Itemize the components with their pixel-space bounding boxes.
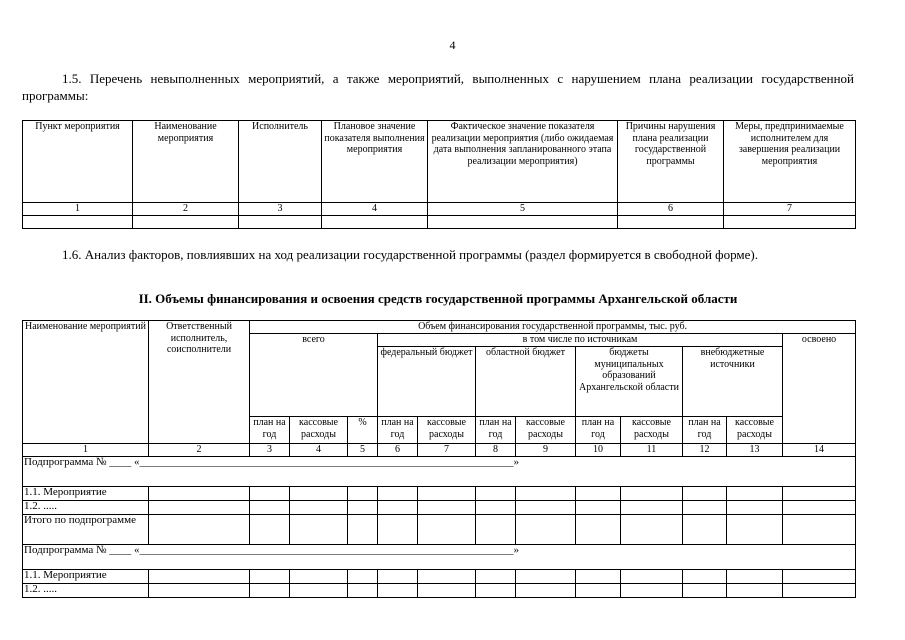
t2-header-name: Наименование мероприятий bbox=[23, 321, 149, 444]
t2-col-number: 5 bbox=[348, 444, 378, 457]
t2-header-including: в том числе по источникам bbox=[378, 334, 783, 347]
table-row bbox=[23, 569, 856, 583]
table-row bbox=[23, 514, 856, 544]
t2-header-plan: план на год bbox=[476, 417, 516, 444]
t2-col-number: 2 bbox=[149, 444, 250, 457]
subprogram-row: Подпрограмма № ____ «____________________________________________________________________» bbox=[23, 544, 856, 569]
section-1-5-text: 1.5. Перечень невыполненных мероприятий, а также мероприятий, выполненных с нарушением плана реализации государственной программы: bbox=[22, 71, 854, 103]
t1-cell bbox=[428, 215, 618, 228]
t2-header-responsible: Ответственный исполнитель, соисполнители bbox=[149, 321, 250, 444]
t2-col-number: 8 bbox=[476, 444, 516, 457]
t1-header-name: Наименование мероприятия bbox=[133, 121, 239, 203]
t1-col-number: 3 bbox=[239, 203, 322, 216]
t2-col-number: 11 bbox=[621, 444, 683, 457]
section-2-title: II. Объемы финансирования и освоения средств государственной программы Архангельской области bbox=[138, 291, 738, 306]
t2-header-mastered: освоено bbox=[783, 334, 856, 444]
t2-header-cash: кассовые расходы bbox=[516, 417, 576, 444]
t2-header-municipal: бюджеты муниципальных образований Архангельской области bbox=[576, 347, 683, 417]
t2-col-number: 3 bbox=[250, 444, 290, 457]
measure-label: 1.1. Мероприятие bbox=[23, 569, 149, 583]
measure-label: 1.2. ..... bbox=[23, 583, 149, 597]
t2-col-number: 14 bbox=[783, 444, 856, 457]
t2-header-total: всего bbox=[250, 334, 378, 417]
t2-col-number: 12 bbox=[683, 444, 727, 457]
t2-header-cash: кассовые расходы bbox=[621, 417, 683, 444]
t2-header-cash: кассовые расходы bbox=[727, 417, 783, 444]
t1-cell bbox=[239, 215, 322, 228]
section-1-6-text: 1.6. Анализ факторов, повлиявших на ход реализации государственной программы (раздел формируется в свободной форме). bbox=[62, 247, 758, 262]
t2-header-plan: план на год bbox=[378, 417, 418, 444]
t1-cell bbox=[618, 215, 724, 228]
t2-header-cash: кассовые расходы bbox=[418, 417, 476, 444]
table-row bbox=[23, 500, 856, 514]
t1-header-item: Пункт мероприятия bbox=[23, 121, 133, 203]
t2-col-number: 7 bbox=[418, 444, 476, 457]
t2-header-percent: % bbox=[348, 417, 378, 444]
t1-col-number: 1 bbox=[23, 203, 133, 216]
table-row bbox=[23, 486, 856, 500]
t2-header-cash: кассовые расходы bbox=[290, 417, 348, 444]
t2-col-number: 1 bbox=[23, 444, 149, 457]
subtotal-label: Итого по подпрограмме bbox=[23, 514, 149, 544]
t1-col-number: 4 bbox=[322, 203, 428, 216]
t2-col-number: 6 bbox=[378, 444, 418, 457]
t1-col-number: 5 bbox=[428, 203, 618, 216]
t1-col-number: 2 bbox=[133, 203, 239, 216]
t1-header-planned: Плановое значение показателя выполнения мероприятия bbox=[322, 121, 428, 203]
t1-header-executor: Исполнитель bbox=[239, 121, 322, 203]
t1-header-measures: Меры, предпринимаемые исполнителем для завершения реализации мероприятия bbox=[724, 121, 856, 203]
t2-header-plan: план на год bbox=[576, 417, 621, 444]
t2-col-number: 10 bbox=[576, 444, 621, 457]
t1-cell bbox=[322, 215, 428, 228]
measure-label: 1.2. ..... bbox=[23, 500, 149, 514]
t1-cell bbox=[724, 215, 856, 228]
t2-header-federal: федеральный бюджет bbox=[378, 347, 476, 417]
t2-col-number: 9 bbox=[516, 444, 576, 457]
t2-header-plan: план на год bbox=[683, 417, 727, 444]
t2-col-number: 4 bbox=[290, 444, 348, 457]
t2-header-volume: Объем финансирования государственной программы, тыс. руб. bbox=[250, 321, 856, 334]
measure-label: 1.1. Мероприятие bbox=[23, 486, 149, 500]
financing-table bbox=[22, 320, 856, 598]
t2-header-extrabudget: внебюджетные источники bbox=[683, 347, 783, 417]
table-row bbox=[23, 583, 856, 597]
t1-col-number: 6 bbox=[618, 203, 724, 216]
t1-cell bbox=[23, 215, 133, 228]
t2-header-plan: план на год bbox=[250, 417, 290, 444]
t1-header-actual: Фактическое значение показателя реализации мероприятия (либо ожидаемая дата выполнения запланированного этапа реализации мероприятия) bbox=[428, 121, 618, 203]
t1-header-reasons: Причины нарушения плана реализации государственной программы bbox=[618, 121, 724, 203]
t2-col-number: 13 bbox=[727, 444, 783, 457]
t1-col-number: 7 bbox=[724, 203, 856, 216]
page-number: 4 bbox=[449, 38, 456, 52]
unfulfilled-measures-table bbox=[22, 120, 856, 229]
t1-cell bbox=[133, 215, 239, 228]
t2-header-regional: областной бюджет bbox=[476, 347, 576, 417]
subprogram-row: Подпрограмма № ____ «____________________________________________________________________» bbox=[23, 456, 856, 486]
